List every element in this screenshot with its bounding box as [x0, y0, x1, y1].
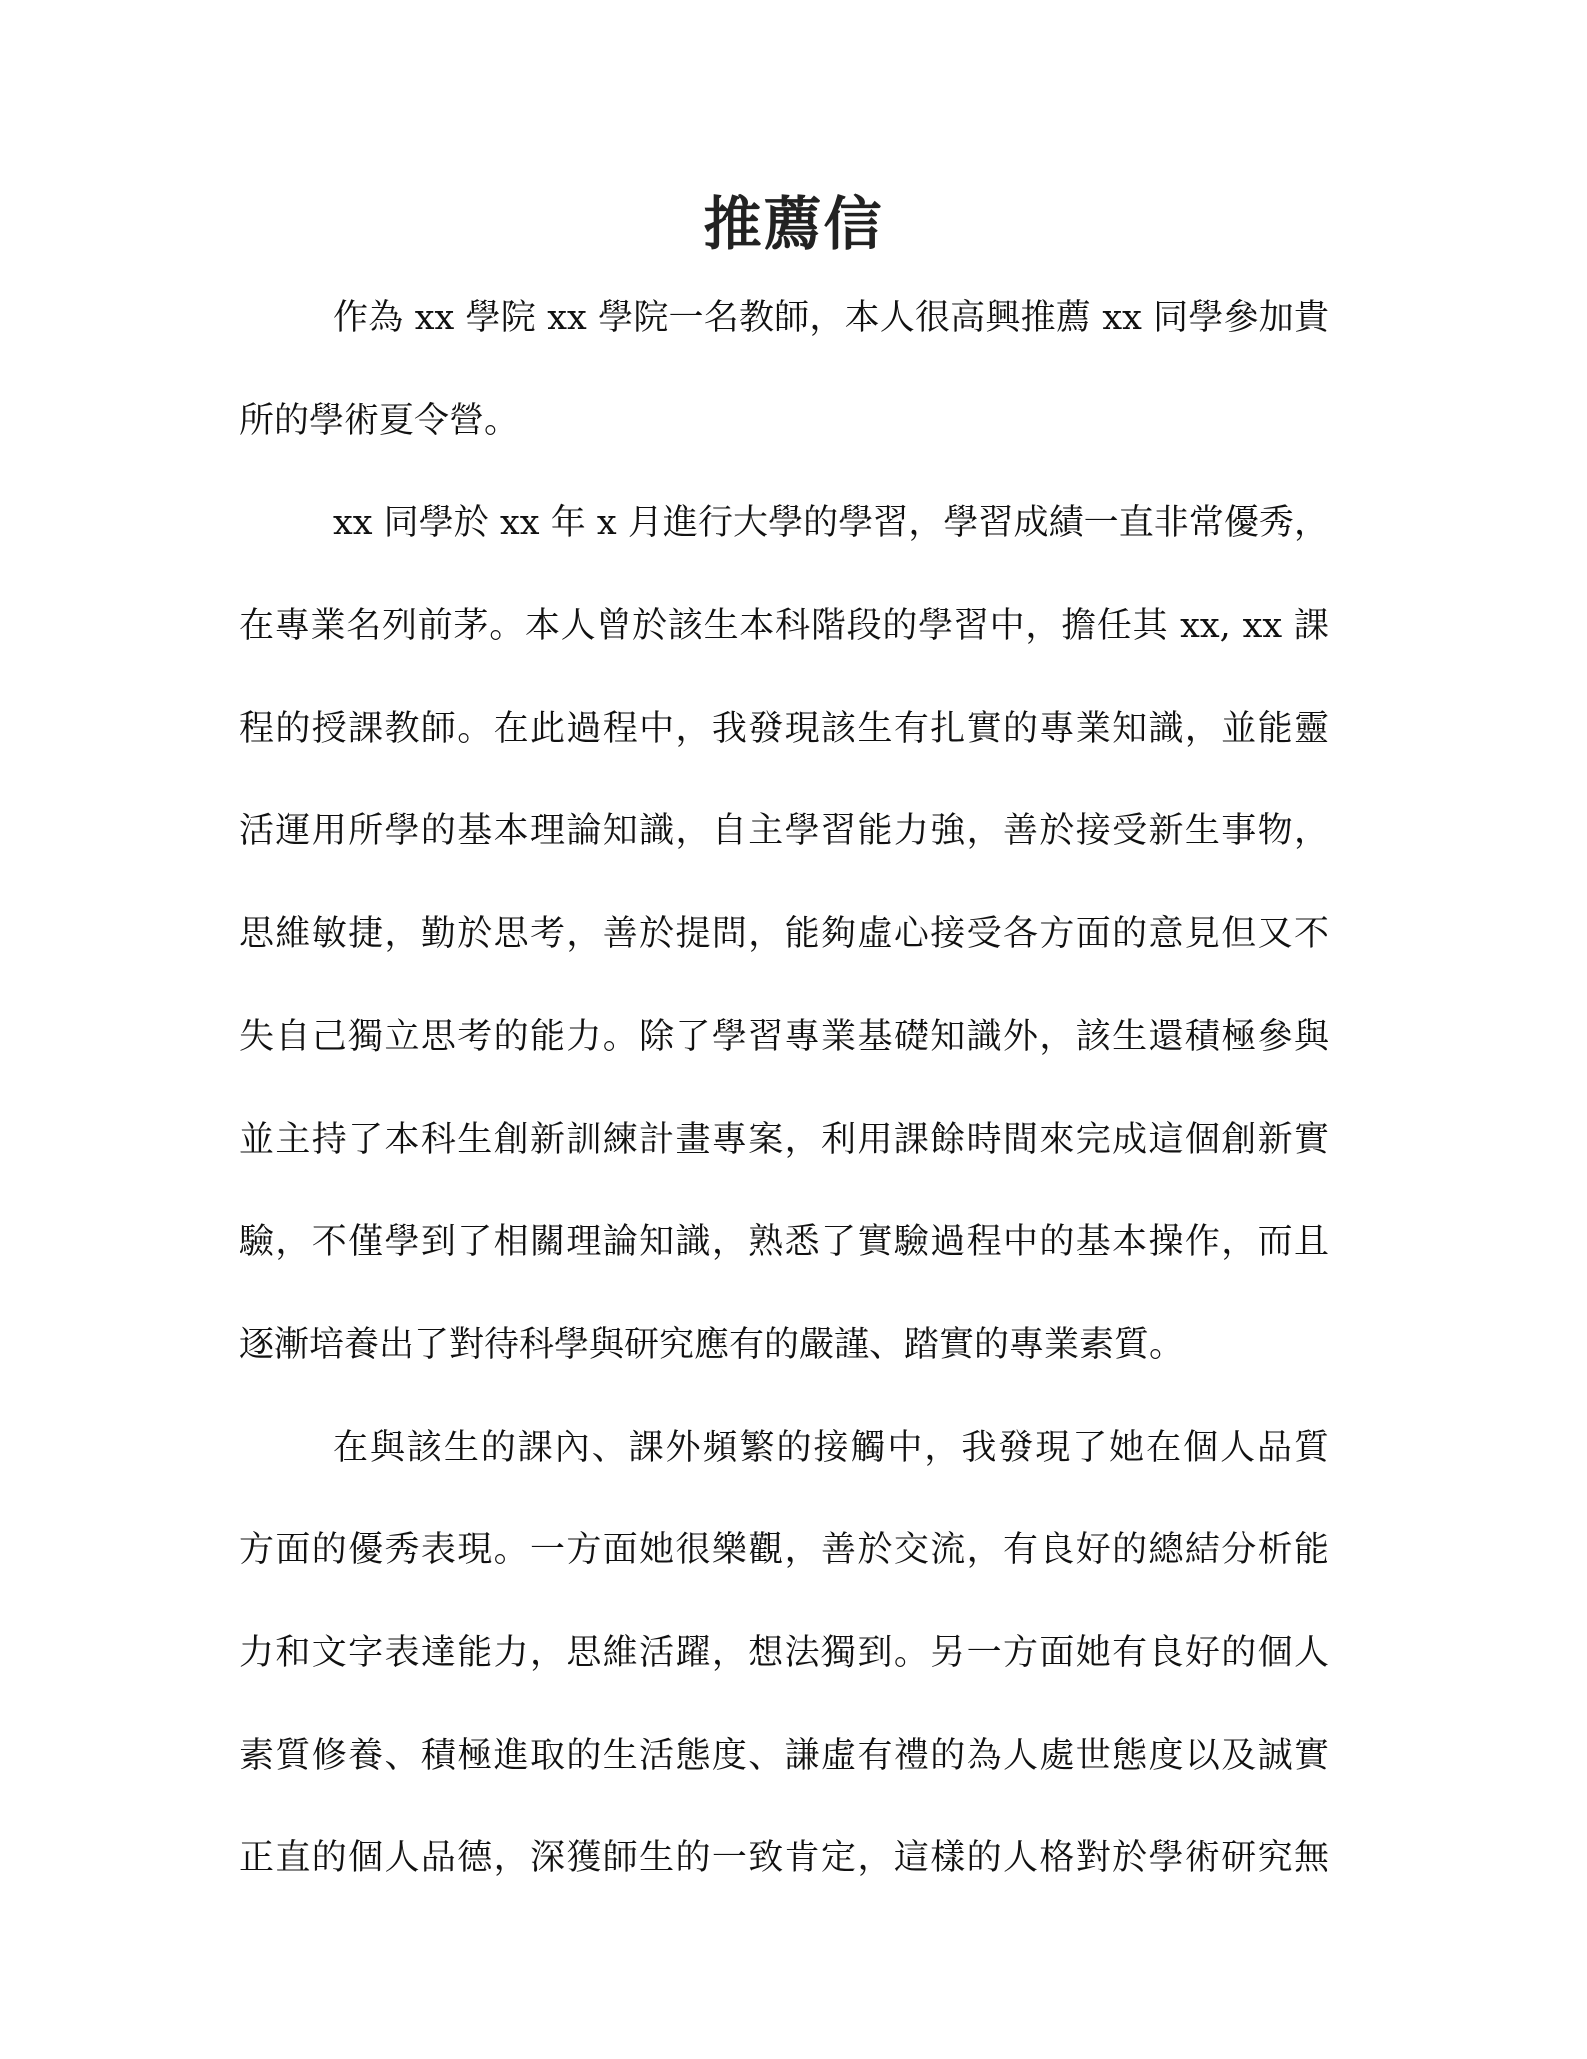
text-line: xx 同學於 xx 年 x 月進行大學的學習，學習成績一直非常優秀，	[333, 503, 1329, 544]
text-line: 在與該生的課內、課外頻繁的接觸中，我發現了她在個人品質	[333, 1427, 1329, 1468]
text-line: 驗，不僅學到了相關理論知識，熟悉了實驗過程中的基本操作，而且	[239, 1222, 1329, 1263]
text-line: 方面的優秀表現。一方面她很樂觀，善於交流，有良好的總結分析能	[239, 1530, 1329, 1571]
text-line: 正直的個人品德，深獲師生的一致肯定，這樣的人格對於學術研究無	[239, 1838, 1329, 1879]
paragraph-1	[239, 296, 1329, 501]
text-line: 在專業名列前茅。本人曾於該生本科階段的學習中，擔任其 xx, xx 課	[239, 606, 1329, 647]
text-line: 作為 xx 學院 xx 學院一名教師，本人很高興推薦 xx 同學參加貴	[333, 298, 1329, 338]
text-line: 力和文字表達能力，思維活躍，想法獨到。另一方面她有良好的個人	[239, 1632, 1329, 1673]
text-line: 活運用所學的基本理論知識，自主學習能力強，善於接受新生事物，	[239, 811, 1329, 852]
text-line: 思維敏捷，勤於思考，善於提問，能夠虛心接受各方面的意見但又不	[239, 914, 1329, 955]
text-line: 並主持了本科生創新訓練計畫專案，利用課餘時間來完成這個創新實	[239, 1119, 1329, 1160]
text-line: 程的授課教師。在此過程中，我發現該生有扎實的專業知識，並能靈	[239, 708, 1329, 749]
letter-body	[239, 296, 1329, 1939]
text-line: 逐漸培養出了對待科學與研究應有的嚴謹、踏實的專業素質。	[239, 1324, 1185, 1365]
paragraph-3	[239, 1426, 1329, 1939]
document-title: 推薦信	[703, 189, 884, 258]
paragraph-2	[239, 501, 1329, 1425]
text-line: 失自己獨立思考的能力。除了學習專業基礎知識外，該生還積極參與	[239, 1016, 1329, 1057]
text-line: 所的學術夏令營。	[239, 400, 520, 441]
text-line: 素質修養、積極進取的生活態度、謙虛有禮的為人處世態度以及誠實	[239, 1735, 1329, 1776]
